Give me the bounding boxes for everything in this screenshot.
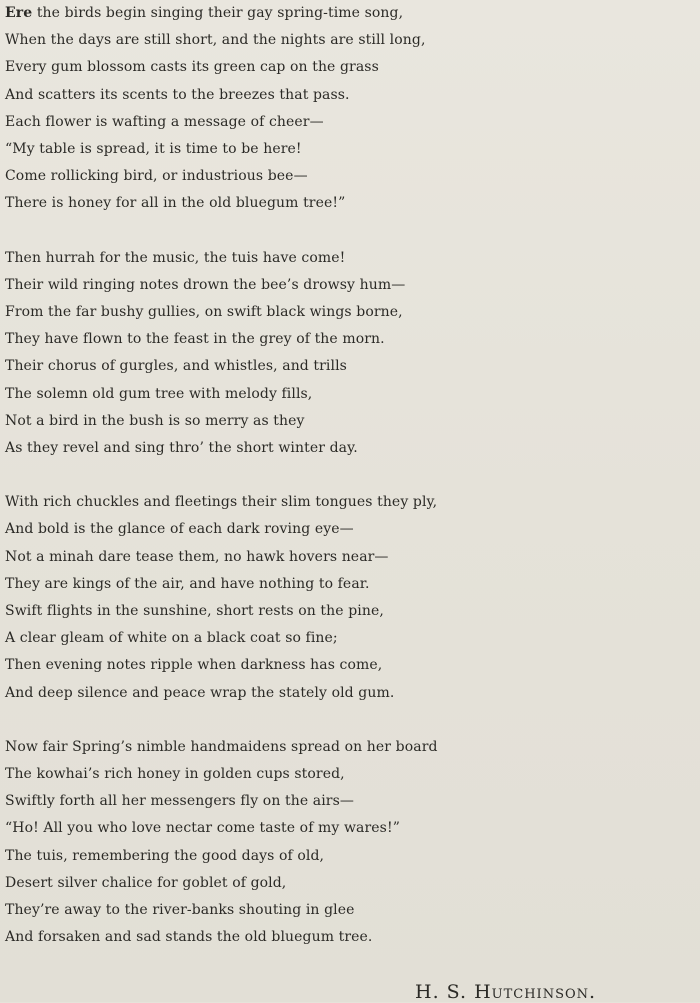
- poem-line: The kowhai’s rich honey in golden cups stored,: [5, 766, 345, 783]
- author-initials: H. S.: [415, 981, 475, 1003]
- poem-line: They are kings of the air, and have nothing to fear.: [5, 575, 370, 592]
- poem-line: As they revel and sing thro’ the short winter day.: [5, 440, 358, 457]
- poem-line: “My table is spread, it is time to be here!: [5, 141, 302, 158]
- poem-line: With rich chuckles and fleetings their slim tongues they ply,: [5, 494, 438, 511]
- poem-line: A clear gleam of white on a black coat so fine;: [5, 630, 338, 647]
- poem-line: Their wild ringing notes drown the bee’s drowsy hum—: [5, 276, 406, 293]
- poem-line: And deep silence and peace wrap the stately old gum.: [5, 684, 395, 701]
- poem-line: Come rollicking bird, or industrious bee—: [5, 168, 308, 185]
- author-surname: Hutchinson.: [474, 981, 597, 1003]
- poem-line: Not a bird in the bush is so merry as they: [5, 412, 305, 429]
- poem-line: Desert silver chalice for goblet of gold,: [5, 874, 287, 891]
- poem-line: When the days are still short, and the nights are still long,: [5, 32, 426, 49]
- stanza-2: [5, 245, 700, 463]
- poem: [5, 0, 700, 979]
- poem-line: They’re away to the river-banks shouting in glee: [5, 902, 355, 919]
- poem-line: There is honey for all in the old bluegum tree!”: [5, 195, 346, 212]
- poem-line: Their chorus of gurgles, and whistles, and trills: [5, 358, 347, 375]
- poem-line: Not a minah dare tease them, no hawk hovers near—: [5, 548, 389, 565]
- poem-line: Each flower is wafting a message of cheer—: [5, 113, 324, 130]
- poem-line: Swiftly forth all her messengers fly on the airs—: [5, 793, 354, 810]
- poem-line: And forsaken and sad stands the old bluegum tree.: [5, 929, 373, 946]
- poem-line: Ere the birds begin singing their gay spring-time song,: [5, 5, 404, 21]
- opening-word: Ere: [5, 5, 33, 21]
- poem-line: Now fair Spring’s nimble handmaidens spread on her board: [5, 738, 438, 755]
- poem-line: From the far bushy gullies, on swift black wings borne,: [5, 304, 403, 321]
- poem-line: Swift flights in the sunshine, short rests on the pine,: [5, 603, 384, 620]
- poem-line: And scatters its scents to the breezes that pass.: [5, 86, 350, 103]
- stanza-3: [5, 489, 700, 707]
- poem-line: And bold is the glance of each dark roving eye—: [5, 521, 354, 538]
- poem-line: Then evening notes ripple when darkness has come,: [5, 657, 383, 674]
- poem-line: “Ho! All you who love nectar come taste of my wares!”: [5, 820, 400, 837]
- stanza-4: [5, 734, 700, 952]
- author-signature: [415, 981, 596, 1003]
- poem-line: The tuis, remembering the good days of old,: [5, 847, 325, 864]
- poem-line: They have flown to the feast in the grey of the morn.: [5, 331, 385, 348]
- poem-line: Every gum blossom casts its green cap on the grass: [5, 59, 379, 76]
- stanza-1: [5, 0, 700, 218]
- poem-line: Then hurrah for the music, the tuis have come!: [5, 249, 346, 266]
- poem-line: The solemn old gum tree with melody fills,: [5, 385, 313, 402]
